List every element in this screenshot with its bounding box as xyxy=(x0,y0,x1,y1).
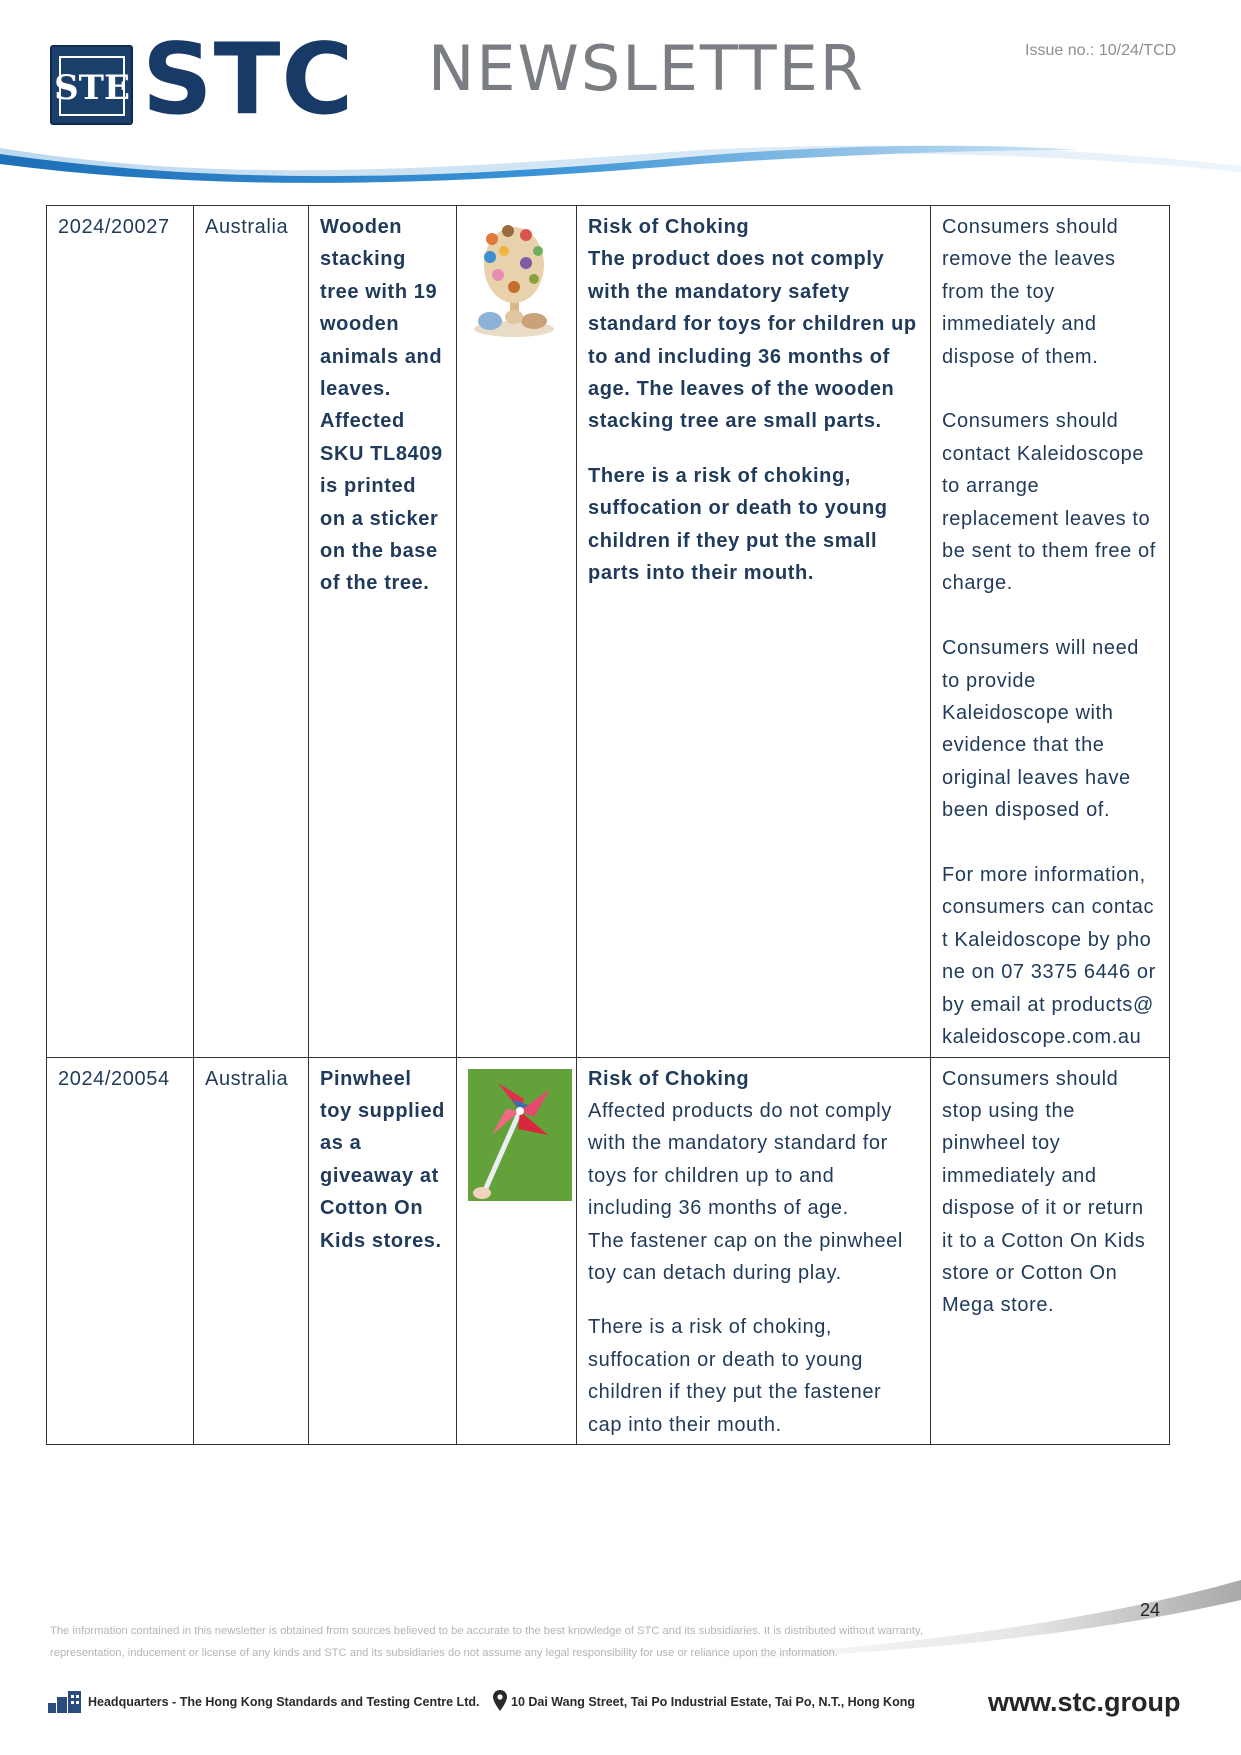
location-pin-icon xyxy=(493,1690,507,1712)
footer-bar xyxy=(48,1687,1188,1717)
action-text: Consumers should contact Kaleidoscope to arrange replacement leaves to be sent to them free of charge. xyxy=(942,410,1156,595)
svg-text:STE: STE xyxy=(54,68,130,108)
hazard-description: Affected products do not comply with the mandatory standard for toys for children up to and including 36 months of age. xyxy=(588,1099,892,1220)
product-cell: Wooden stacking tree with 19 wooden animals and leaves. Affected SKU TL8409 is printed on a sticker on the base of the tree. xyxy=(309,206,457,1058)
header-wave-decoration xyxy=(0,140,1241,200)
hazard-cell xyxy=(577,1057,931,1444)
disclaimer-text: The information contained in this newsletter is obtained from sources believed to be accurate to the best knowledge of STC and its subsidiaries. It is distributed without warranty, representation, inducement or license of any kinds and STC and its subsidiaries do not assume any legal responsibility for use or reliance upon the information. xyxy=(50,1625,923,1659)
hazard-consequence: There is a risk of choking, suffocation or death to young children if they put the fastener cap into their mouth. xyxy=(588,1316,882,1436)
country-cell: Australia xyxy=(194,1057,309,1444)
stc-logo-mark xyxy=(50,45,133,125)
page-number: 24 xyxy=(1140,1600,1161,1620)
recall-table xyxy=(46,205,1170,1445)
hazard-title: Risk of Choking xyxy=(588,1067,750,1090)
action-cell xyxy=(931,1057,1170,1444)
hazard-description: The product does not comply with the mandatory safety standard for toys for children up to and including 36 months of age. The leaves of the wooden stacking tree are small parts. xyxy=(588,248,917,433)
website-link[interactable]: www.stc.group xyxy=(988,1687,1181,1717)
product-cell: Pinwheel toy supplied as a giveaway at Cotton On Kids stores. xyxy=(309,1057,457,1444)
hazard-description: The fastener cap on the pinwheel toy can detach during play. xyxy=(588,1229,903,1284)
headquarters-text: Headquarters - The Hong Kong Standards and Testing Centre Ltd. xyxy=(88,1695,480,1709)
image-cell xyxy=(457,206,577,1058)
action-text: Consumers will need to provide Kaleidoscope with evidence that the original leaves have been disposed of. xyxy=(942,637,1140,822)
action-contact-text: For more information, consumers can contact Kaleidoscope by phone on 07 3375 6446 or by email at products@kaleidoscope.com.au xyxy=(942,864,1156,1049)
ref-cell: 2024/20027 xyxy=(47,206,194,1058)
logo-wordmark: STC xyxy=(142,23,355,137)
ref-cell: 2024/20054 xyxy=(47,1057,194,1444)
action-cell xyxy=(931,206,1170,1058)
action-text: Consumers should stop using the pinwheel toy immediately and dispose of it or return it to a Cotton On Kids store or Cotton On Mega store. xyxy=(942,1067,1146,1317)
hazard-cell xyxy=(577,206,931,1058)
newsletter-title: NEWSLETTER xyxy=(428,32,865,105)
logo-mark-glyph-icon xyxy=(54,55,130,117)
hazard-consequence: There is a risk of choking, suffocation or death to young children if they put the small parts into their mouth. xyxy=(588,464,888,585)
country-cell: Australia xyxy=(194,206,309,1058)
image-cell xyxy=(457,1057,577,1444)
issue-number: Issue no.: 10/24/TCD xyxy=(1025,42,1177,59)
table-row xyxy=(47,206,1170,1058)
action-text: Consumers should remove the leaves from the toy immediately and dispose of them. xyxy=(942,216,1119,368)
hazard-title: Risk of Choking xyxy=(588,216,750,238)
pinwheel-toy-photo xyxy=(468,1069,572,1201)
wooden-stacking-tree-photo xyxy=(468,217,560,349)
table-row xyxy=(47,1057,1170,1444)
building-icon xyxy=(48,1691,82,1713)
stc-logo xyxy=(50,23,355,137)
address-text: 10 Dai Wang Street, Tai Po Industrial Estate, Tai Po, N.T., Hong Kong xyxy=(511,1695,915,1709)
